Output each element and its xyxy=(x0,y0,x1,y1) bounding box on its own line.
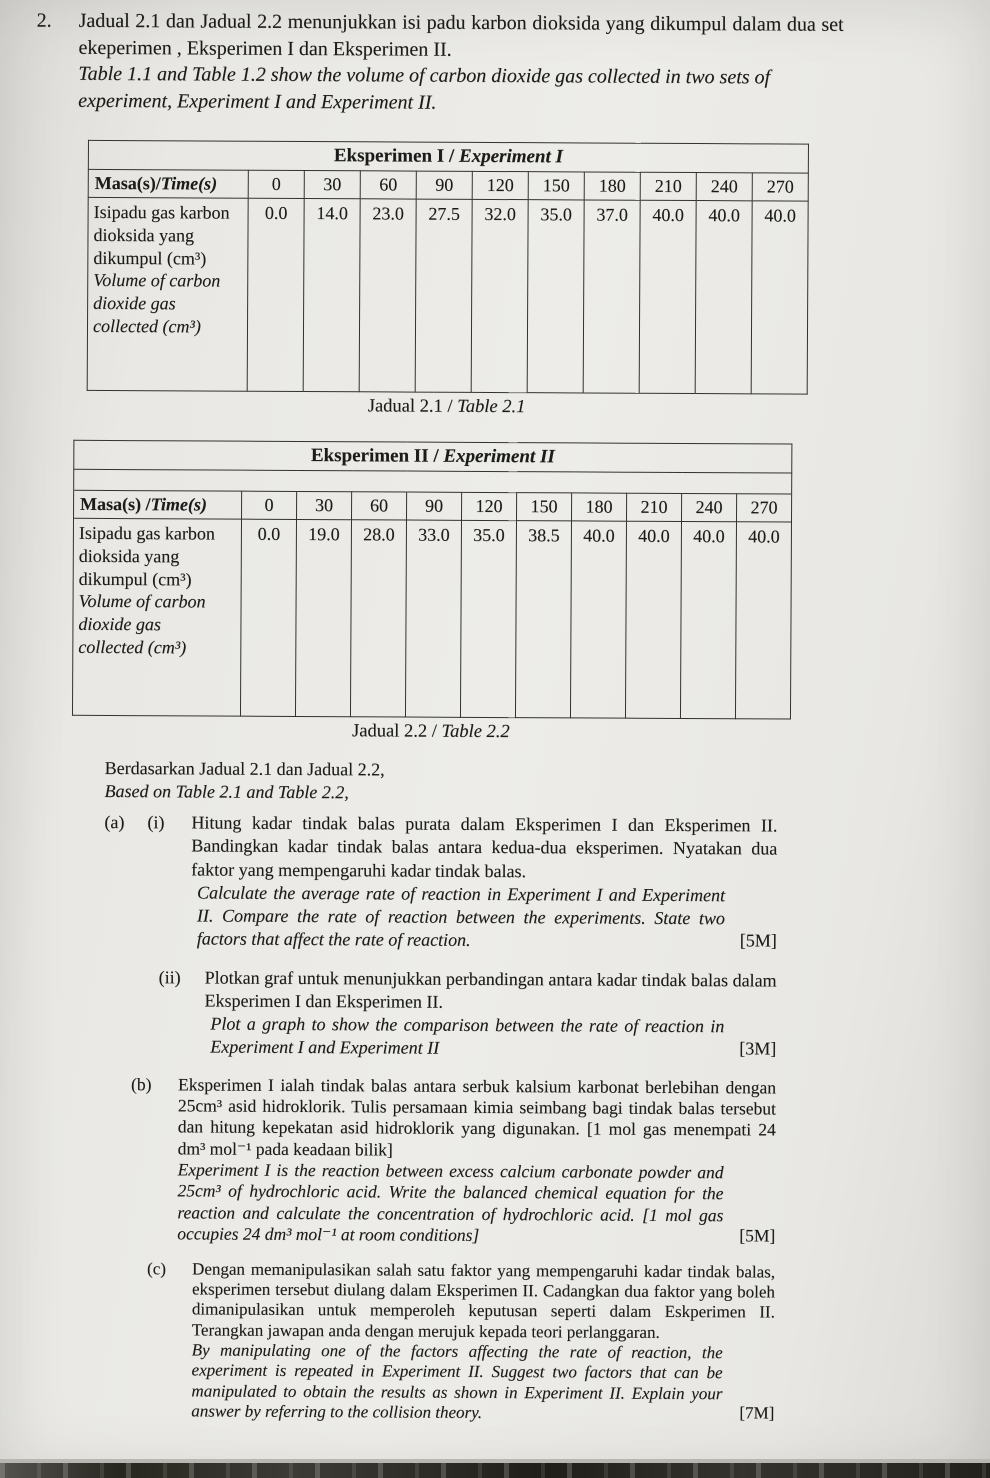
question-intro-malay: Jadual 2.1 dan Jadual 2.2 menunjukkan isi padu karbon dioksida yang dikumpul dalam dua set ekeperimen , Eksperimen I dan Eksperimen II. xyxy=(78,9,844,61)
table-2-time-value: 30 xyxy=(297,492,352,520)
question-intro-english: Table 1.1 and Table 1.2 show the volume of carbon dioxide gas collected in two sets of experiment, Experiment I and Experiment II. xyxy=(78,62,771,114)
table-2-time-value: 90 xyxy=(407,492,462,520)
table-1-time-value: 60 xyxy=(360,171,416,199)
table-experiment-2 xyxy=(72,440,792,720)
table-1-caption-english: Table 2.1 xyxy=(457,397,526,418)
table-1-time-label-malay: Masa(s) xyxy=(94,173,156,194)
table-1-volume-value: 0.0 xyxy=(247,199,304,392)
question-intro xyxy=(3,0,990,119)
table-2-volume-value: 33.0 xyxy=(405,520,461,717)
question-parts xyxy=(101,757,777,1425)
part-a-i xyxy=(104,811,778,953)
part-b-text-malay: Eksperimen I ialah tindak balas antara serbuk kalsium karbonat berlebihan dengan 25cm³ asid hidroklorik. Tulis persamaan kimia seimbang bagi tindak balas tersebut dan hitung kepekatan asid hidroklorik yang digunakan. [1 mol gas menempati 24 dm³ mol⁻¹ pada keadaan bilik] xyxy=(177,1074,777,1160)
table-2-time-value: 210 xyxy=(626,494,681,522)
table-2-volume-value: 38.5 xyxy=(515,521,571,718)
table-1-time-row xyxy=(88,170,808,202)
table-2-volume-label-english: Volume of carbon dioxide gas collected (cm³) xyxy=(78,591,206,658)
table-2-caption-english: Table 2.2 xyxy=(441,722,510,743)
part-c-text-malay: Dengan memanipulasikan salah satu faktor yang mempengaruhi kadar tindak balas, eksperimen tersebut diulang dalam Eksperimen II. Cadangkan dua faktor yang boleh dimanipulasikan untuk memperoleh keputusan seperti dalam Eskperimen II. Terangkan jawapan anda dengan merujuk kepada teori perlanggaran. xyxy=(191,1258,776,1342)
table-2-caption xyxy=(72,720,790,745)
table-1-volume-value: 40.0 xyxy=(751,201,808,394)
table-1-title xyxy=(88,141,808,174)
table-2-title-malay: Eksperimen II xyxy=(310,445,429,468)
table-1-volume-value: 23.0 xyxy=(359,199,416,392)
table-2-volume-value: 40.0 xyxy=(625,522,681,719)
table-1-volume-header xyxy=(87,198,248,392)
part-c xyxy=(146,1259,775,1425)
part-a-ii-marks: [3M] xyxy=(739,1038,777,1059)
table-1-time-value: 240 xyxy=(696,173,752,201)
part-a-ii-text-english xyxy=(204,1012,776,1061)
part-a-i-english-text: Calculate the average rate of reaction in Experiment I and Experiment II. Compare the rate of reaction between the experiments. State two factors that affect the rate of reaction. xyxy=(196,881,726,950)
table-2-title-english: Experiment II xyxy=(443,446,555,468)
table-1-volume-value: 37.0 xyxy=(583,200,640,393)
table-1-time-value: 30 xyxy=(304,171,360,199)
table-2-time-slash: / xyxy=(141,494,151,515)
table-1-volume-value: 14.0 xyxy=(303,199,360,392)
table-1-title-english: Experiment I xyxy=(458,146,564,168)
table-2-time-value: 0 xyxy=(242,492,297,520)
part-c-english-text: By manipulating one of the factors affecting the rate of reaction, the experiment is repeated in Experiment II. Suggest two factors that can be manipulated to obtain the results as shown in Experiment II. Explain your answer by referring to the collision theory. xyxy=(191,1340,723,1423)
table-1-volume-value: 40.0 xyxy=(639,201,696,394)
part-b-marks: [5M] xyxy=(739,1225,776,1246)
table-1-volume-value: 32.0 xyxy=(471,200,528,393)
table-1-caption xyxy=(87,395,807,420)
table-2-volume-label-malay: Isipadu gas karbon dioksida yang dikumpul (cm³) xyxy=(78,523,215,590)
part-a-ii-label: (ii) xyxy=(158,966,181,987)
table-1-time-value: 120 xyxy=(472,172,528,200)
table-2-time-row xyxy=(74,491,792,523)
table-1-time-value: 180 xyxy=(584,172,640,200)
part-a-i-body xyxy=(191,812,778,953)
part-a-i-text-english xyxy=(191,881,777,953)
table-2-volume-value: 28.0 xyxy=(350,520,406,717)
table-2-time-value: 270 xyxy=(736,494,791,522)
table-2-title-separator: / xyxy=(428,446,444,468)
part-a-i-marks: [5M] xyxy=(739,929,777,951)
part-a-i-label: (i) xyxy=(147,812,165,833)
table-experiment-1 xyxy=(87,140,809,395)
part-a-ii xyxy=(158,966,776,1061)
part-b-body xyxy=(177,1074,776,1248)
table-1-caption-separator: / xyxy=(442,397,458,418)
part-c-text-english xyxy=(191,1340,774,1425)
table-1-time-value: 0 xyxy=(248,171,304,199)
table-1-time-value: 270 xyxy=(752,173,808,201)
question-intro-text xyxy=(78,8,844,118)
table-2-time-value: 180 xyxy=(571,493,626,521)
table-2-volume-header xyxy=(72,519,241,717)
table-2-volume-value: 40.0 xyxy=(680,522,736,719)
part-c-body xyxy=(191,1259,775,1425)
part-a-i-text-malay: Hitung kadar tindak balas purata dalam Eksperimen I dan Eksperimen II. Bandingkan kadar tindak balas antara kedua-dua eksperimen. Nyatakan dua faktor yang mempengaruhi kadar tindak balas. xyxy=(191,812,778,881)
table-1-title-separator: / xyxy=(444,146,460,168)
part-b-english-text: Experiment I is the reaction between excess calcium carbonate powder and 25cm³ of hydrochloric acid. Write the balanced chemical equation for the reaction and calculate the concentration of hydrochloric acid. [1 mol gas occupies 24 dm³ mol⁻¹ at room conditions] xyxy=(177,1159,724,1246)
part-a-ii-body xyxy=(204,966,776,1061)
table-1-time-slash: / xyxy=(155,173,161,194)
part-a-ii-text-malay: Plotkan graf untuk menunjukkan perbandingan antara kadar tindak balas dalam Eksperimen I dan Eksperimen II. xyxy=(204,967,777,1012)
table-1-volume-label-malay: Isipadu gas karbon dioksida yang dikumpul (cm³) xyxy=(93,202,230,269)
table-2-volume-row xyxy=(72,519,791,720)
part-b-label: (b) xyxy=(130,1073,152,1094)
table-2-time-label-malay: Masa(s) xyxy=(80,494,142,515)
part-a-label: (a) xyxy=(104,812,125,833)
table-2-volume-value: 35.0 xyxy=(460,521,516,718)
table-2-caption-malay: Jadual 2.2 xyxy=(352,721,428,743)
table-2-volume-value: 40.0 xyxy=(735,522,791,719)
table-1-time-value: 90 xyxy=(416,171,472,199)
table-1-volume-value: 27.5 xyxy=(415,199,472,392)
table-2-time-value: 120 xyxy=(462,493,517,521)
table-1-time-value: 150 xyxy=(528,172,584,200)
table-1-time-value: 210 xyxy=(640,173,696,201)
table-1-volume-row xyxy=(87,198,808,395)
table-2-time-value: 60 xyxy=(352,492,407,520)
table-1-volume-value: 40.0 xyxy=(695,201,752,394)
based-on-statement xyxy=(105,757,778,807)
part-b xyxy=(130,1074,776,1248)
based-on-malay: Berdasarkan Jadual 2.1 dan Jadual 2.2, xyxy=(104,758,385,780)
table-1-volume-label-english: Volume of carbon dioxide gas collected (cm³) xyxy=(92,270,221,337)
table-2-volume-value: 0.0 xyxy=(240,520,296,717)
table-2-volume-value: 40.0 xyxy=(570,521,626,718)
part-c-label: (c) xyxy=(147,1258,167,1278)
table-1-title-malay: Eksperimen I xyxy=(333,145,445,168)
scan-edge-artifact xyxy=(0,1463,990,1478)
table-2-time-value: 240 xyxy=(681,494,736,522)
table-2-time-value: 150 xyxy=(516,493,571,521)
table-2-title xyxy=(74,441,792,474)
table-2-caption-separator: / xyxy=(427,722,442,743)
part-b-text-english xyxy=(177,1159,775,1248)
based-on-english: Based on Table 2.1 and Table 2.2, xyxy=(104,781,349,803)
table-2-time-header xyxy=(74,491,242,520)
part-a-ii-english-text: Plot a graph to show the comparison between the rate of reaction in Experiment I and Experiment II xyxy=(210,1013,725,1058)
table-2-volume-value: 19.0 xyxy=(295,520,351,717)
table-1-time-label-english: Time(s) xyxy=(160,173,218,194)
part-c-marks: [7M] xyxy=(739,1403,775,1423)
table-1-time-header xyxy=(88,170,248,199)
table-2-time-label-english: Time(s) xyxy=(150,494,207,515)
table-1-volume-value: 35.0 xyxy=(527,200,584,393)
table-1-caption-malay: Jadual 2.1 xyxy=(367,396,443,418)
question-number: 2. xyxy=(36,9,52,32)
